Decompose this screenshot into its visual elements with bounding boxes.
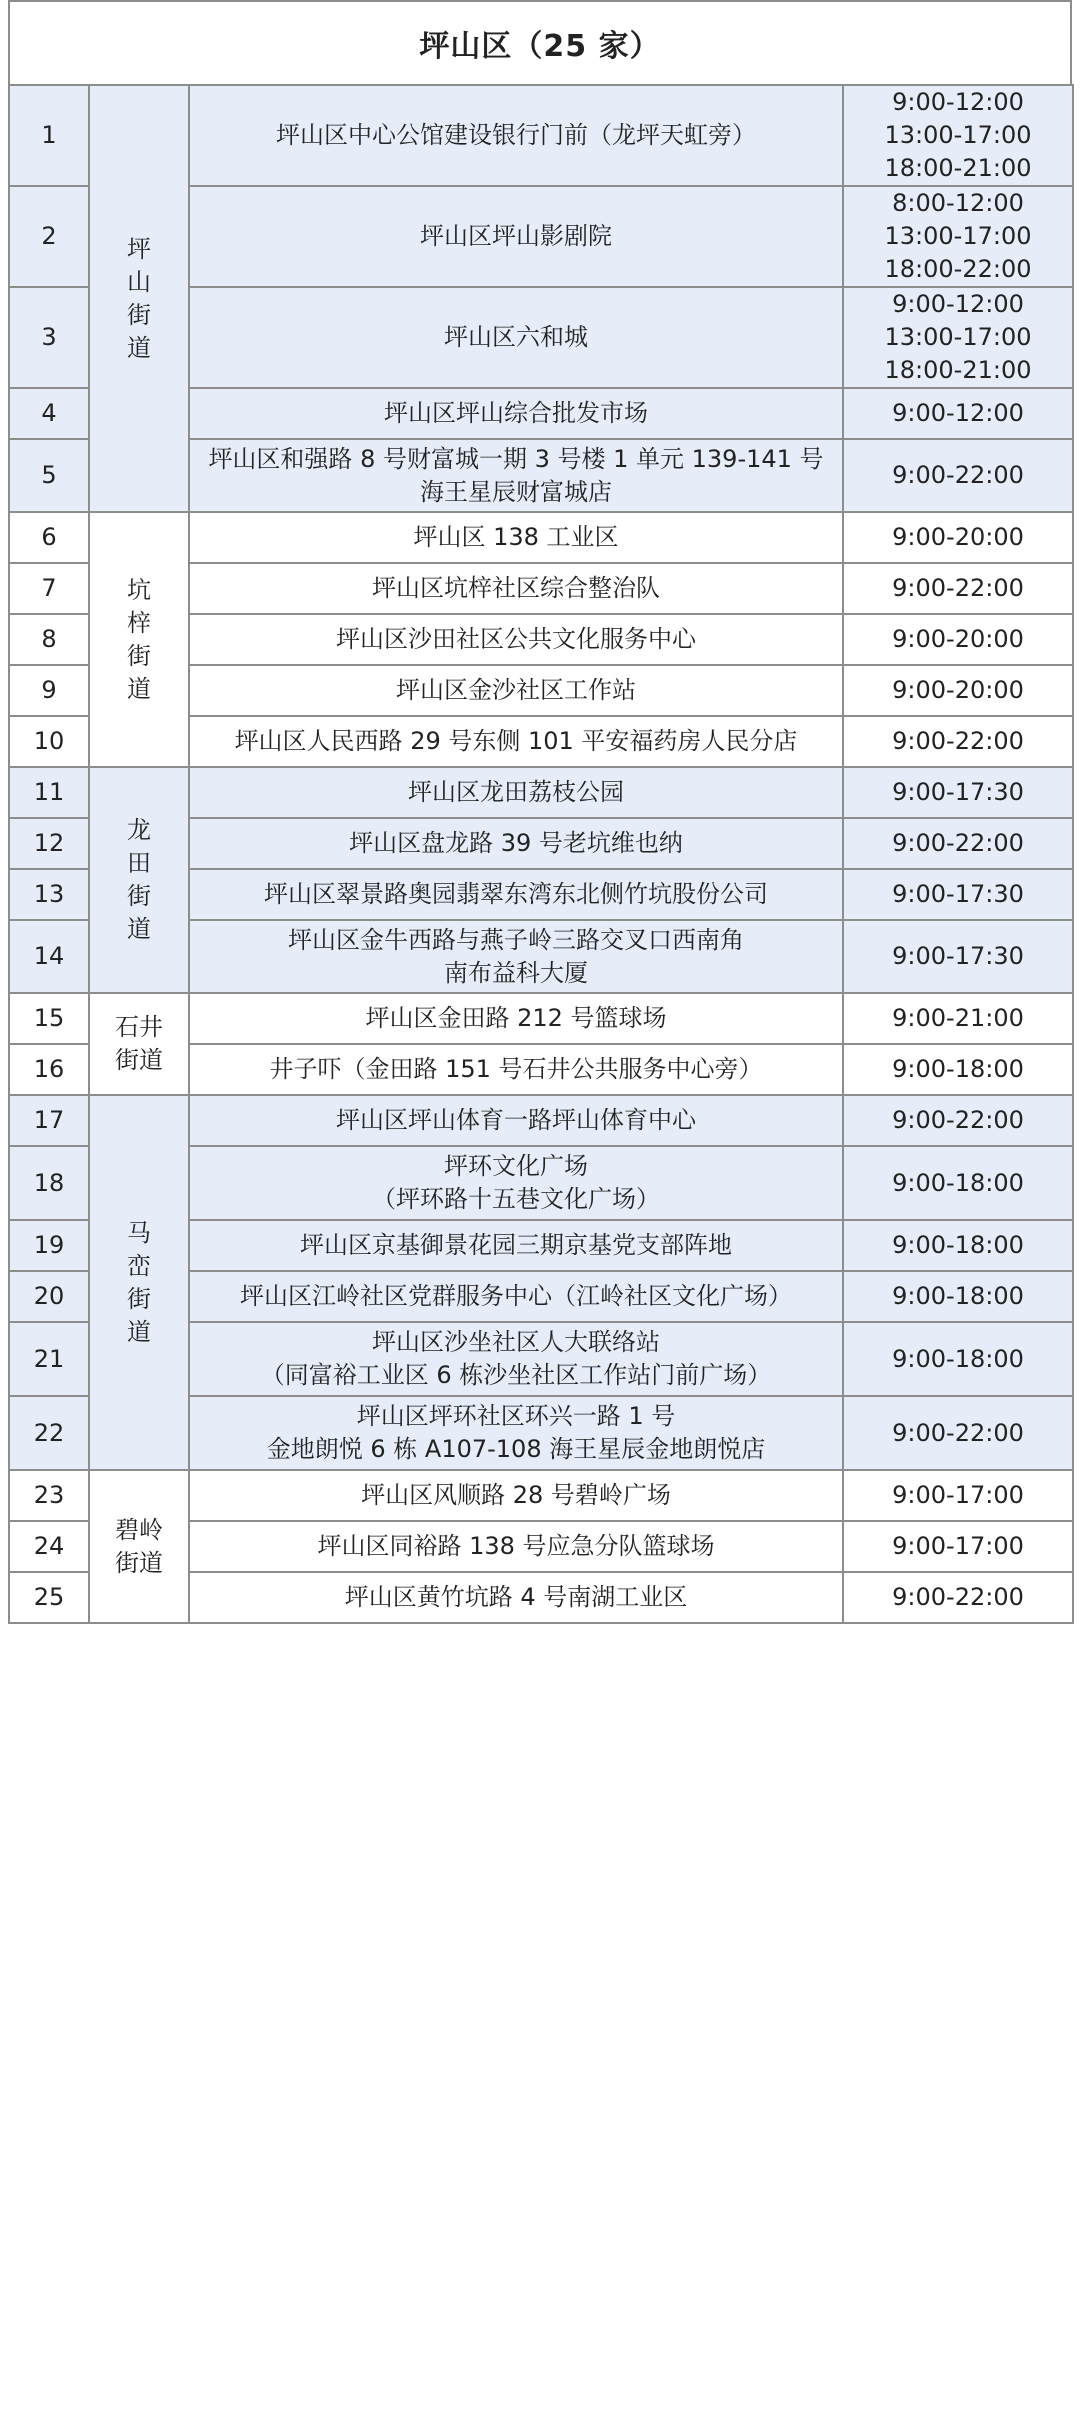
site-address: [189, 993, 843, 1044]
site-address-line: 坪山区京基御景花园三期京基党支部阵地: [300, 1231, 732, 1259]
row-number: 11: [9, 767, 89, 818]
site-address-line: 坪山区中心公馆建设银行门前（龙坪天虹旁）: [276, 121, 756, 149]
site-address-line: 坪山区沙坐社区人大联络站: [372, 1328, 660, 1356]
opening-hours-slot: 9:00-18:00: [892, 1055, 1024, 1083]
row-number: 13: [9, 869, 89, 920]
opening-hours-slot: 18:00-22:00: [884, 255, 1032, 283]
row-number: 21: [9, 1322, 89, 1396]
row-number: 5: [9, 439, 89, 512]
site-address-line: 坪山区六和城: [444, 323, 588, 351]
opening-hours-slot: 9:00-12:00: [892, 88, 1024, 116]
site-address: [189, 716, 843, 767]
site-address-line: 坪山区黄竹坑路 4 号南湖工业区: [344, 1583, 688, 1611]
site-address: [189, 512, 843, 563]
opening-hours-slot: 9:00-22:00: [892, 1418, 1024, 1447]
opening-hours-slot: 9:00-20:00: [892, 676, 1024, 704]
table-row: [9, 512, 1073, 563]
table-title: 坪山区（25 家）: [8, 0, 1072, 84]
street-name-cell: [89, 1095, 189, 1470]
row-number: 20: [9, 1271, 89, 1322]
opening-hours: [843, 1271, 1073, 1322]
site-address-line: 坪环文化广场: [444, 1152, 588, 1180]
site-address: [189, 287, 843, 388]
street-name-line: 峦: [127, 1251, 151, 1280]
site-address: [189, 1044, 843, 1095]
opening-hours-slot: 9:00-17:00: [892, 1532, 1024, 1560]
site-address: [189, 186, 843, 287]
street-name-line: 街: [127, 882, 151, 910]
row-number: 18: [9, 1146, 89, 1220]
site-address-line: 井子吓（金田路 151 号石井公共服务中心旁）: [269, 1055, 763, 1083]
site-address: [189, 614, 843, 665]
table-row: [9, 993, 1073, 1044]
street-name-line: 石井: [115, 1013, 163, 1041]
opening-hours: [843, 186, 1073, 287]
row-number: 9: [9, 665, 89, 716]
row-number: 24: [9, 1521, 89, 1572]
site-address-line: 坪山区沙田社区公共文化服务中心: [336, 625, 696, 653]
street-name-cell: [89, 1470, 189, 1623]
site-address-line: 海王星辰财富城店: [420, 477, 612, 506]
row-number: 4: [9, 388, 89, 439]
opening-hours-slot: 9:00-12:00: [892, 290, 1024, 318]
site-address: [189, 920, 843, 993]
opening-hours-slot: 9:00-21:00: [892, 1004, 1024, 1032]
opening-hours-slot: 9:00-17:30: [892, 880, 1024, 908]
row-number: 1: [9, 85, 89, 186]
site-address: [189, 388, 843, 439]
opening-hours: [843, 388, 1073, 439]
opening-hours: [843, 993, 1073, 1044]
opening-hours: [843, 85, 1073, 186]
street-name-line: 街道: [115, 1548, 163, 1577]
opening-hours-slot: 9:00-20:00: [892, 523, 1024, 551]
opening-hours-slot: 9:00-17:30: [892, 942, 1024, 970]
opening-hours-slot: 9:00-18:00: [892, 1168, 1024, 1197]
opening-hours-slot: 9:00-18:00: [892, 1344, 1024, 1373]
street-name-line: 梓: [127, 608, 151, 637]
street-name-cell: [89, 767, 189, 993]
opening-hours: [843, 614, 1073, 665]
row-number: 3: [9, 287, 89, 388]
site-address-line: 坪山区和强路 8 号财富城一期 3 号楼 1 单元 139-141 号: [208, 444, 824, 473]
opening-hours-slot: 9:00-22:00: [892, 574, 1024, 602]
opening-hours: [843, 869, 1073, 920]
street-name-cell: [89, 512, 189, 767]
site-address-line: 坪山区江岭社区党群服务中心（江岭社区文化广场）: [240, 1282, 792, 1310]
site-address: [189, 767, 843, 818]
opening-hours: [843, 1095, 1073, 1146]
row-number: 7: [9, 563, 89, 614]
site-address-line: 坪山区金牛西路与燕子岭三路交叉口西南角: [288, 925, 744, 954]
site-address: [189, 1322, 843, 1396]
street-name-line: 碧岭: [115, 1515, 163, 1544]
opening-hours-slot: 9:00-22:00: [892, 829, 1024, 857]
site-address: [189, 1271, 843, 1322]
street-name-line: 道: [127, 333, 151, 362]
site-address-line: 坪山区坪环社区环兴一路 1 号: [356, 1402, 676, 1430]
site-address-line: 坪山区金沙社区工作站: [396, 676, 636, 704]
row-number: 10: [9, 716, 89, 767]
table-row: [9, 1095, 1073, 1146]
opening-hours: [843, 818, 1073, 869]
site-address-line: 坪山区翠景路奥园翡翠东湾东北侧竹坑股份公司: [264, 880, 768, 908]
site-address-line: 坪山区同裕路 138 号应急分队篮球场: [317, 1532, 715, 1560]
opening-hours: [843, 920, 1073, 993]
nucleic-acid-site-table: [8, 84, 1074, 1624]
row-number: 6: [9, 512, 89, 563]
opening-hours: [843, 767, 1073, 818]
row-number: 2: [9, 186, 89, 287]
site-address: [189, 85, 843, 186]
site-address: [189, 1220, 843, 1271]
site-address-line: 坪山区金田路 212 号篮球场: [365, 1004, 667, 1032]
street-name-line: 街道: [115, 1046, 163, 1074]
opening-hours: [843, 1521, 1073, 1572]
site-address: [189, 1396, 843, 1470]
street-name-line: 街: [127, 641, 151, 670]
opening-hours-slot: 9:00-22:00: [892, 461, 1024, 489]
site-address-line: 金地朗悦 6 栋 A107-108 海王星辰金地朗悦店: [266, 1435, 766, 1463]
opening-hours-slot: 9:00-20:00: [892, 625, 1024, 653]
row-number: 23: [9, 1470, 89, 1521]
site-address-line: 坪山区坪山影剧院: [420, 222, 612, 250]
site-address-line: （坪环路十五巷文化广场）: [372, 1185, 660, 1213]
opening-hours-slot: 9:00-18:00: [892, 1282, 1024, 1310]
opening-hours: [843, 563, 1073, 614]
site-address: [189, 1572, 843, 1623]
opening-hours-slot: 8:00-12:00: [892, 189, 1024, 217]
site-address-line: 坪山区盘龙路 39 号老坑维也纳: [349, 829, 683, 857]
site-address: [189, 1146, 843, 1220]
row-number: 8: [9, 614, 89, 665]
row-number: 12: [9, 818, 89, 869]
opening-hours-slot: 13:00-17:00: [884, 121, 1032, 149]
street-name-line: 坪: [127, 234, 151, 263]
site-address: [189, 665, 843, 716]
opening-hours: [843, 665, 1073, 716]
site-address-line: 坪山区坪山体育一路坪山体育中心: [336, 1106, 696, 1134]
street-name-line: 田: [127, 849, 151, 877]
site-address: [189, 1521, 843, 1572]
row-number: 17: [9, 1095, 89, 1146]
opening-hours-slot: 18:00-21:00: [884, 154, 1032, 182]
site-address: [189, 818, 843, 869]
street-name-line: 道: [127, 915, 151, 943]
opening-hours-slot: 9:00-22:00: [892, 727, 1024, 755]
opening-hours-slot: 9:00-22:00: [892, 1106, 1024, 1134]
opening-hours: [843, 1044, 1073, 1095]
table-row: [9, 1470, 1073, 1521]
opening-hours-slot: 13:00-17:00: [884, 222, 1032, 250]
opening-hours: [843, 1220, 1073, 1271]
opening-hours: [843, 1396, 1073, 1470]
opening-hours-slot: 9:00-17:30: [892, 778, 1024, 806]
table-body: [9, 85, 1073, 1623]
opening-hours: [843, 287, 1073, 388]
row-number: 15: [9, 993, 89, 1044]
site-address-line: 坪山区风顺路 28 号碧岭广场: [361, 1481, 671, 1509]
street-name-line: 马: [127, 1218, 151, 1247]
opening-hours: [843, 1146, 1073, 1220]
street-name-line: 道: [127, 1317, 151, 1346]
row-number: 14: [9, 920, 89, 993]
row-number: 16: [9, 1044, 89, 1095]
site-address-line: 坪山区坪山综合批发市场: [384, 399, 648, 427]
opening-hours-slot: 9:00-12:00: [892, 399, 1024, 427]
site-address-line: 坪山区 138 工业区: [413, 523, 619, 551]
table-row: [9, 767, 1073, 818]
opening-hours-slot: 18:00-21:00: [884, 356, 1032, 384]
site-address-line: （同富裕工业区 6 栋沙坐社区工作站门前广场）: [260, 1361, 772, 1389]
site-address-line: 坪山区坑梓社区综合整治队: [372, 574, 660, 602]
site-address: [189, 1470, 843, 1521]
opening-hours-slot: 9:00-22:00: [892, 1583, 1024, 1611]
row-number: 22: [9, 1396, 89, 1470]
site-address-line: 南布益科大厦: [444, 958, 588, 987]
opening-hours-slot: 9:00-18:00: [892, 1231, 1024, 1259]
row-number: 19: [9, 1220, 89, 1271]
street-name-line: 龙: [127, 816, 151, 844]
street-name-line: 街: [127, 1284, 151, 1313]
street-name-cell: [89, 993, 189, 1095]
opening-hours-slot: 13:00-17:00: [884, 323, 1032, 351]
opening-hours: [843, 1470, 1073, 1521]
opening-hours: [843, 439, 1073, 512]
site-address-line: 坪山区人民西路 29 号东侧 101 平安福药房人民分店: [234, 727, 798, 755]
street-name-line: 坑: [127, 575, 151, 604]
table-row: [9, 85, 1073, 186]
opening-hours: [843, 512, 1073, 563]
site-address: [189, 869, 843, 920]
street-name-line: 道: [127, 674, 151, 703]
street-name-cell: [89, 85, 189, 512]
site-address: [189, 1095, 843, 1146]
opening-hours: [843, 1322, 1073, 1396]
street-name-line: 街: [127, 300, 151, 329]
site-address-line: 坪山区龙田荔枝公园: [408, 778, 624, 806]
site-address: [189, 563, 843, 614]
site-address: [189, 439, 843, 512]
opening-hours-slot: 9:00-17:00: [892, 1481, 1024, 1509]
opening-hours: [843, 716, 1073, 767]
row-number: 25: [9, 1572, 89, 1623]
street-name-line: 山: [127, 267, 151, 296]
opening-hours: [843, 1572, 1073, 1623]
